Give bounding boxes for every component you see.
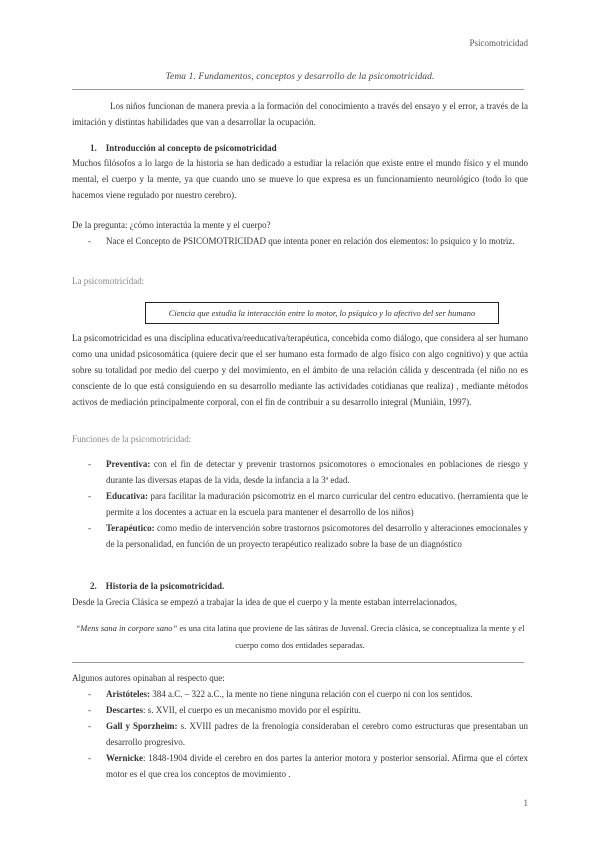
author-name: Aristóteles:: [106, 689, 150, 699]
list-item: [88, 520, 528, 552]
bullet-marker: -: [88, 523, 91, 533]
authors-list: [88, 686, 528, 782]
function-term: Preventiva:: [106, 459, 151, 469]
running-header: Psicomotricidad: [469, 38, 528, 48]
authors-intro: Algunos autores opinaban al respecto que:: [72, 673, 225, 683]
quote-rest: es una cita latina que proviene de las sátiras de Juvenal. Grecia clásica, se conceptualiza la mente y el cuerpo como dos entidades separadas.: [177, 623, 525, 650]
section2-number: 2.: [90, 581, 97, 591]
list-item: [88, 488, 528, 520]
author-name: Wernicke: [106, 753, 143, 763]
function-term: Terapéutico:: [106, 523, 155, 533]
section1-heading: [90, 140, 277, 156]
quote-italic: “Mens sana in corpore sano”: [75, 623, 178, 633]
page-number: 1: [523, 798, 528, 808]
intro-paragraph: Los niños funcionan de manera previa a la formación del conocimiento a través del ensayo y el error, a través de la imitación y distintas habilidades que van a desarrollar la ocupación.: [72, 101, 528, 127]
latin-quote: [72, 620, 528, 654]
section1-title: Introducción al concepto de psicomotricidad: [105, 143, 277, 153]
section1-bullet-list: [88, 233, 528, 249]
section1-number: 1.: [90, 143, 97, 153]
function-text: como medio de intervención sobre trastornos psicomotores del desarrollo y alteraciones emocionales y de la personalidad, en función de un proyecto terapéutico realizado sobre la base de un diagnóstico: [106, 523, 528, 549]
author-text: 384 a.C. – 322 a.C., la mente no tiene ninguna relación con el cuerpo ni con los sentidos.: [149, 689, 473, 699]
list-item: [88, 456, 528, 488]
author-text: s. XVIII padres de la frenología consideraban el cerebro como estructuras que presentaban un desarrollo progresivo.: [106, 721, 528, 747]
author-name: Gall y Sporzheim:: [106, 721, 178, 731]
function-text: para facilitar la maduración psicomotriz en el marco curricular del centro educativo. (herramienta que le permite a los docentes a actuar en la escuela para mantener el desarrollo de los niños): [106, 491, 528, 517]
section2-heading: [90, 578, 224, 594]
quote-divider: [72, 662, 524, 663]
psicomotricidad-label: La psicomotricidad:: [72, 276, 145, 286]
document-title: Tema 1. Fundamentos, conceptos y desarrollo de la psicomotricidad.: [165, 72, 435, 82]
list-item: [88, 750, 528, 782]
functions-label: Funciones de la psicomotricidad:: [72, 434, 192, 444]
section2-paragraph: Desde la Grecia Clásica se empezó a trabajar la idea de que el cuerpo y la mente estaban interrelacionados,: [72, 597, 458, 607]
list-item: [88, 718, 528, 750]
list-item: [88, 233, 528, 249]
definition-box: Ciencia que estudia la interacción entre lo motor, lo psíquico y lo afectivo del ser humano: [145, 302, 499, 324]
bullet-text: Nace el Concepto de PSICOMOTRICIDAD que intenta poner en relación dos elementos: lo psíquico y lo motriz.: [106, 236, 515, 246]
bullet-marker: -: [88, 459, 91, 469]
bullet-marker: -: [88, 753, 91, 763]
author-text: : s. XVII, el cuerpo es un mecanismo movido por el espíritu.: [142, 705, 361, 715]
section2-title: Historia de la psicomotricidad.: [105, 581, 225, 591]
bullet-marker: -: [88, 491, 91, 501]
title-divider: [72, 89, 524, 90]
functions-list: [88, 456, 528, 552]
author-text: : 1848-1904 divide el cerebro en dos partes la anterior motora y posterior sensorial. Afirma que el córtex motor es el que crea los conceptos de movimiento .: [106, 753, 528, 779]
list-item: [88, 702, 528, 718]
psicomotricidad-paragraph: La psicomotricidad es una disciplina educativa/reeducativa/terapéutica, concebida como diálogo, que considera al ser humano como una unidad psicosomática (quiere decir que el ser humano esta formado de algo físico con algo cognitivo) y que actúa sobre su totalidad por medio del cuerpo y del movimiento, en el ámbito de una relación cálida y descentrada (el niño no es consciente de lo que está consiguiendo en su desarrollo mediante las actividades cotidianas que realiza) , mediante métodos activos de mediación principalmente corporal, con el fin de contribuir a su desarrollo integral (Muniáin, 1997).: [72, 333, 528, 407]
list-item: [88, 686, 528, 702]
bullet-marker: -: [88, 236, 91, 246]
section1-question: De la pregunta: ¿cómo interactúa la mente y el cuerpo?: [72, 220, 271, 230]
bullet-marker: -: [88, 721, 91, 731]
author-name: Descartes: [106, 705, 143, 715]
function-term: Educativa:: [106, 491, 149, 501]
bullet-marker: -: [88, 705, 91, 715]
function-text: con el fin de detectar y prevenir trastornos psicomotores o emocionales en poblaciones de riesgo y durante las diversas etapas de la vida, desde la infancia a la 3ª edad.: [106, 459, 528, 485]
bullet-marker: -: [88, 689, 91, 699]
section1-paragraph: Muchos filósofos a lo largo de la historia se han dedicado a estudiar la relación que existe entre el mundo físico y el mundo mental, el cuerpo y la mente, ya que cuando uno se mueve lo que expresa es un funcionamiento neurológico (todo lo que hacemos viene regulado por nuestro cerebro).: [72, 158, 528, 200]
